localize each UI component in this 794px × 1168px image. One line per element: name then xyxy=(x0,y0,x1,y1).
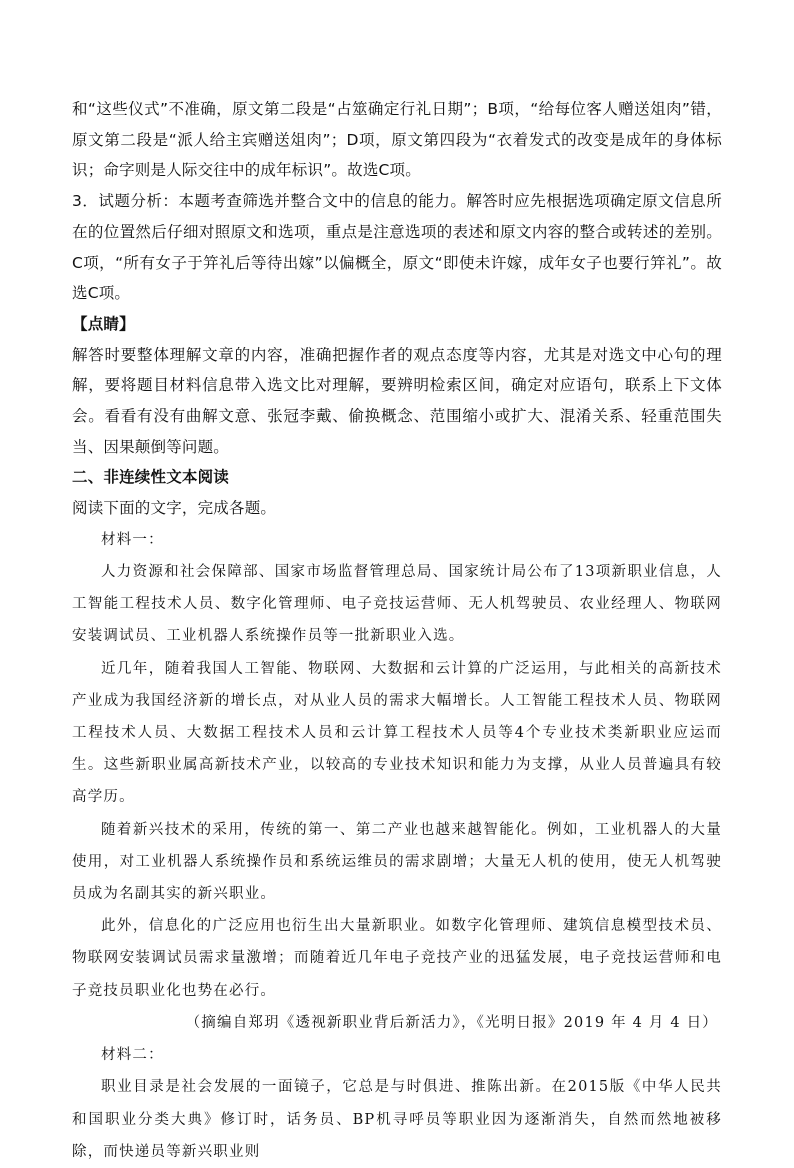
material-1-label: 材料一： xyxy=(101,531,164,548)
material-2-label: 材料二： xyxy=(101,1047,164,1064)
section-2-heading: 二、非连续性文本阅读 xyxy=(72,468,230,487)
material-1-paragraph: 随着新兴技术的采用，传统的第一、第二产业也越来越智能化。例如，工业机器人的大量使用，对工业机器人系统操作员和系统运维员的需求剧增；大量无人机的使用，使无人机驾驶员成为名副其实的新兴职业。 xyxy=(72,821,722,903)
material-1-source: （摘编自郑玥《透视新职业背后新活力》，《光明日报》2019 年 4 月 4 日） xyxy=(185,1014,718,1031)
material-1-paragraph: 近几年，随着我国人工智能、物联网、大数据和云计算的广泛运用，与此相关的高新技术产业成为我国经济新的增长点，对从业人员的需求大幅增长。人工智能工程技术人员、物联网工程技术人员、大数据工程技术人员和云计算工程技术人员等4个专业技术类新职业应运而生。这些新职业属高新技术产业，以较高的专业技术知识和能力为支撑，从业人员普遍具有较高学历。 xyxy=(72,660,722,806)
instruction: 阅读下面的文字，完成各题。 xyxy=(72,499,277,518)
dianjing-text: 解答时要整体理解文章的内容，准确把握作者的观点态度等内容，尤其是对选文中心句的理解，要将题目材料信息带入选文比对理解，要辨明检索区间，确定对应语句，联系上下文体会。看看有没有曲解文意、张冠李戴、偷换概念、范围缩小或扩大、混淆关系、轻重范围失当、因果颠倒等问题。 xyxy=(72,345,722,456)
material-2-paragraph: 职业目录是社会发展的一面镜子，它总是与时俱进、推陈出新。在2015版《中华人民共和国职业分类大典》修订时，话务员、BP机寻呼员等职业因为逐渐消失，自然而然地被移除，而快递员等新兴职业则 xyxy=(72,1079,722,1160)
material-1-paragraph: 此外，信息化的广泛应用也衍生出大量新职业。如数字化管理师、建筑信息模型技术员、物联网安装调试员需求量激增；而随着近几年电子竞技产业的迅猛发展，电子竞技运营师和电子竞技员职业化也势在必行。 xyxy=(72,918,722,999)
material-1-paragraph: 人力资源和社会保障部、国家市场监督管理总局、国家统计局公布了13项新职业信息，人工智能工程技术人员、数字化管理师、电子竞技运营师、无人机驾驶员、农业经理人、物联网安装调试员、工业机器人系统操作员等一批新职业入选。 xyxy=(72,564,722,645)
answer-continuation: 和“这些仪式”不准确，原文第二段是“占筮确定行礼日期”；B项，“给每位客人赠送俎肉”错，原文第二段是“派人给主宾赠送俎肉”；D项，原文第四段为“衣着发式的改变是成年的身体标识；命字则是人际交往中的成年标识”。故选C项。 xyxy=(72,100,722,180)
answer-3: 3．试题分析：本题考查筛选并整合文中的信息的能力。解答时应先根据选项确定原文信息所在的位置然后仔细对照原文和选项，重点是注意选项的表述和原文内容的整合或转述的差别。C项，“所有女子于笄礼后等待出嫁”以偏概全，原文“即使未许嫁，成年女子也要行笄礼”。故选C项。 xyxy=(72,192,722,303)
dianjing-heading: 【点睛】 xyxy=(72,314,135,333)
